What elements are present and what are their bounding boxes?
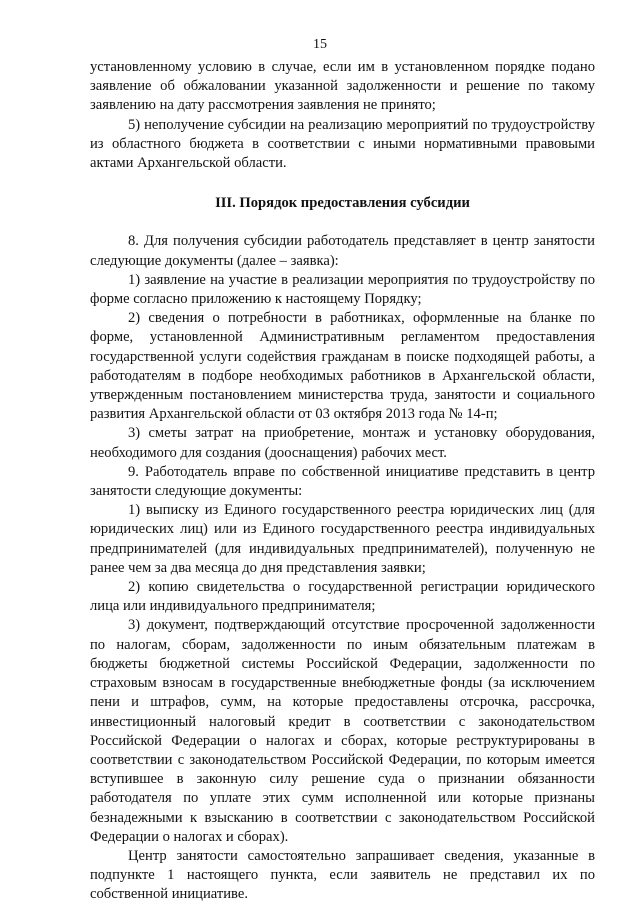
paragraph-clause-9-item-3: 3) документ, подтверждающий отсутствие просроченной задолженности по налогам, сборам, задолженности по иным обязательным платежам в бюджеты бюджетной системы Российской Федерации, задолженности по страховым взносам в государственные внебюджетные фонды (за исключением пени и штрафов, сумм, на которые предоставлены отсрочка, рассрочка, инвестиционный налоговый кредит в соответствии с законодательством Российской Федерации о налогах и сборах, которые реструктурированы в соответствии с законодательством Российской Федерации, по которым имеется вступившее в законную силу решение суда о признании обязанности работодателя по уплате этих сумм исполненной или которые признаны безнадежными к взысканию в соответствии с законодательством Российской Федерации о налогах и сборах). <box>90 617 595 845</box>
paragraph-final-note: Центр занятости самостоятельно запрашивает сведения, указанные в подпункте 1 настоящего пункта, если заявитель не представил их по собственной инициативе. <box>90 847 595 903</box>
section-heading: III. Порядок предоставления субсидии <box>215 195 470 212</box>
paragraph-continuation: установленному условию в случае, если им в установленном порядке подано заявление об обжаловании указанной задолженности и решение по такому заявлению на дату рассмотрения заявления не принято; <box>90 59 595 114</box>
paragraph-item-5: 5) неполучение субсидии на реализацию мероприятий по трудоустройству из областного бюджета в соответствии с иными нормативными правовыми актами Архангельской области. <box>90 116 595 172</box>
paragraph-clause-9: 9. Работодатель вправе по собственной инициативе представить в центр занятости следующие документы: <box>90 463 595 500</box>
paragraph-clause-8-item-2: 2) сведения о потребности в работниках, оформленные на бланке по форме, установленной Административным регламентом предоставления государственной услуги содействия гражданам в поиске подходящей работы, а работодателям в подборе необходимых работников в Архангельской области, утвержденным постановлением министерства труда, занятости и социального развития Архангельской области от 03 октября 2013 года № 14-п; <box>90 310 595 423</box>
paragraph-clause-9-item-1: 1) выписку из Единого государственного реестра юридических лиц (для юридических лиц) или из Единого государственного реестра индивидуальных предпринимателей (для индивидуальных предпринимателей), полученную не ранее чем за два месяца до дня представления заявки; <box>90 502 595 576</box>
paragraph-clause-8-item-1: 1) заявление на участие в реализации мероприятия по трудоустройству по форме согласно приложению к настоящему Порядку; <box>90 271 595 308</box>
paragraph-clause-9-item-2: 2) копию свидетельства о государственной регистрации юридического лица или индивидуального предпринимателя; <box>90 579 595 615</box>
paragraph-clause-8: 8. Для получения субсидии работодатель представляет в центр занятости следующие документы (далее – заявка): <box>90 233 595 269</box>
page-number: 15 <box>313 37 327 52</box>
document-body <box>90 58 595 905</box>
paragraph-clause-8-item-3: 3) сметы затрат на приобретение, монтаж и установку оборудования, необходимого для создания (дооснащения) рабочих мест. <box>90 425 595 461</box>
